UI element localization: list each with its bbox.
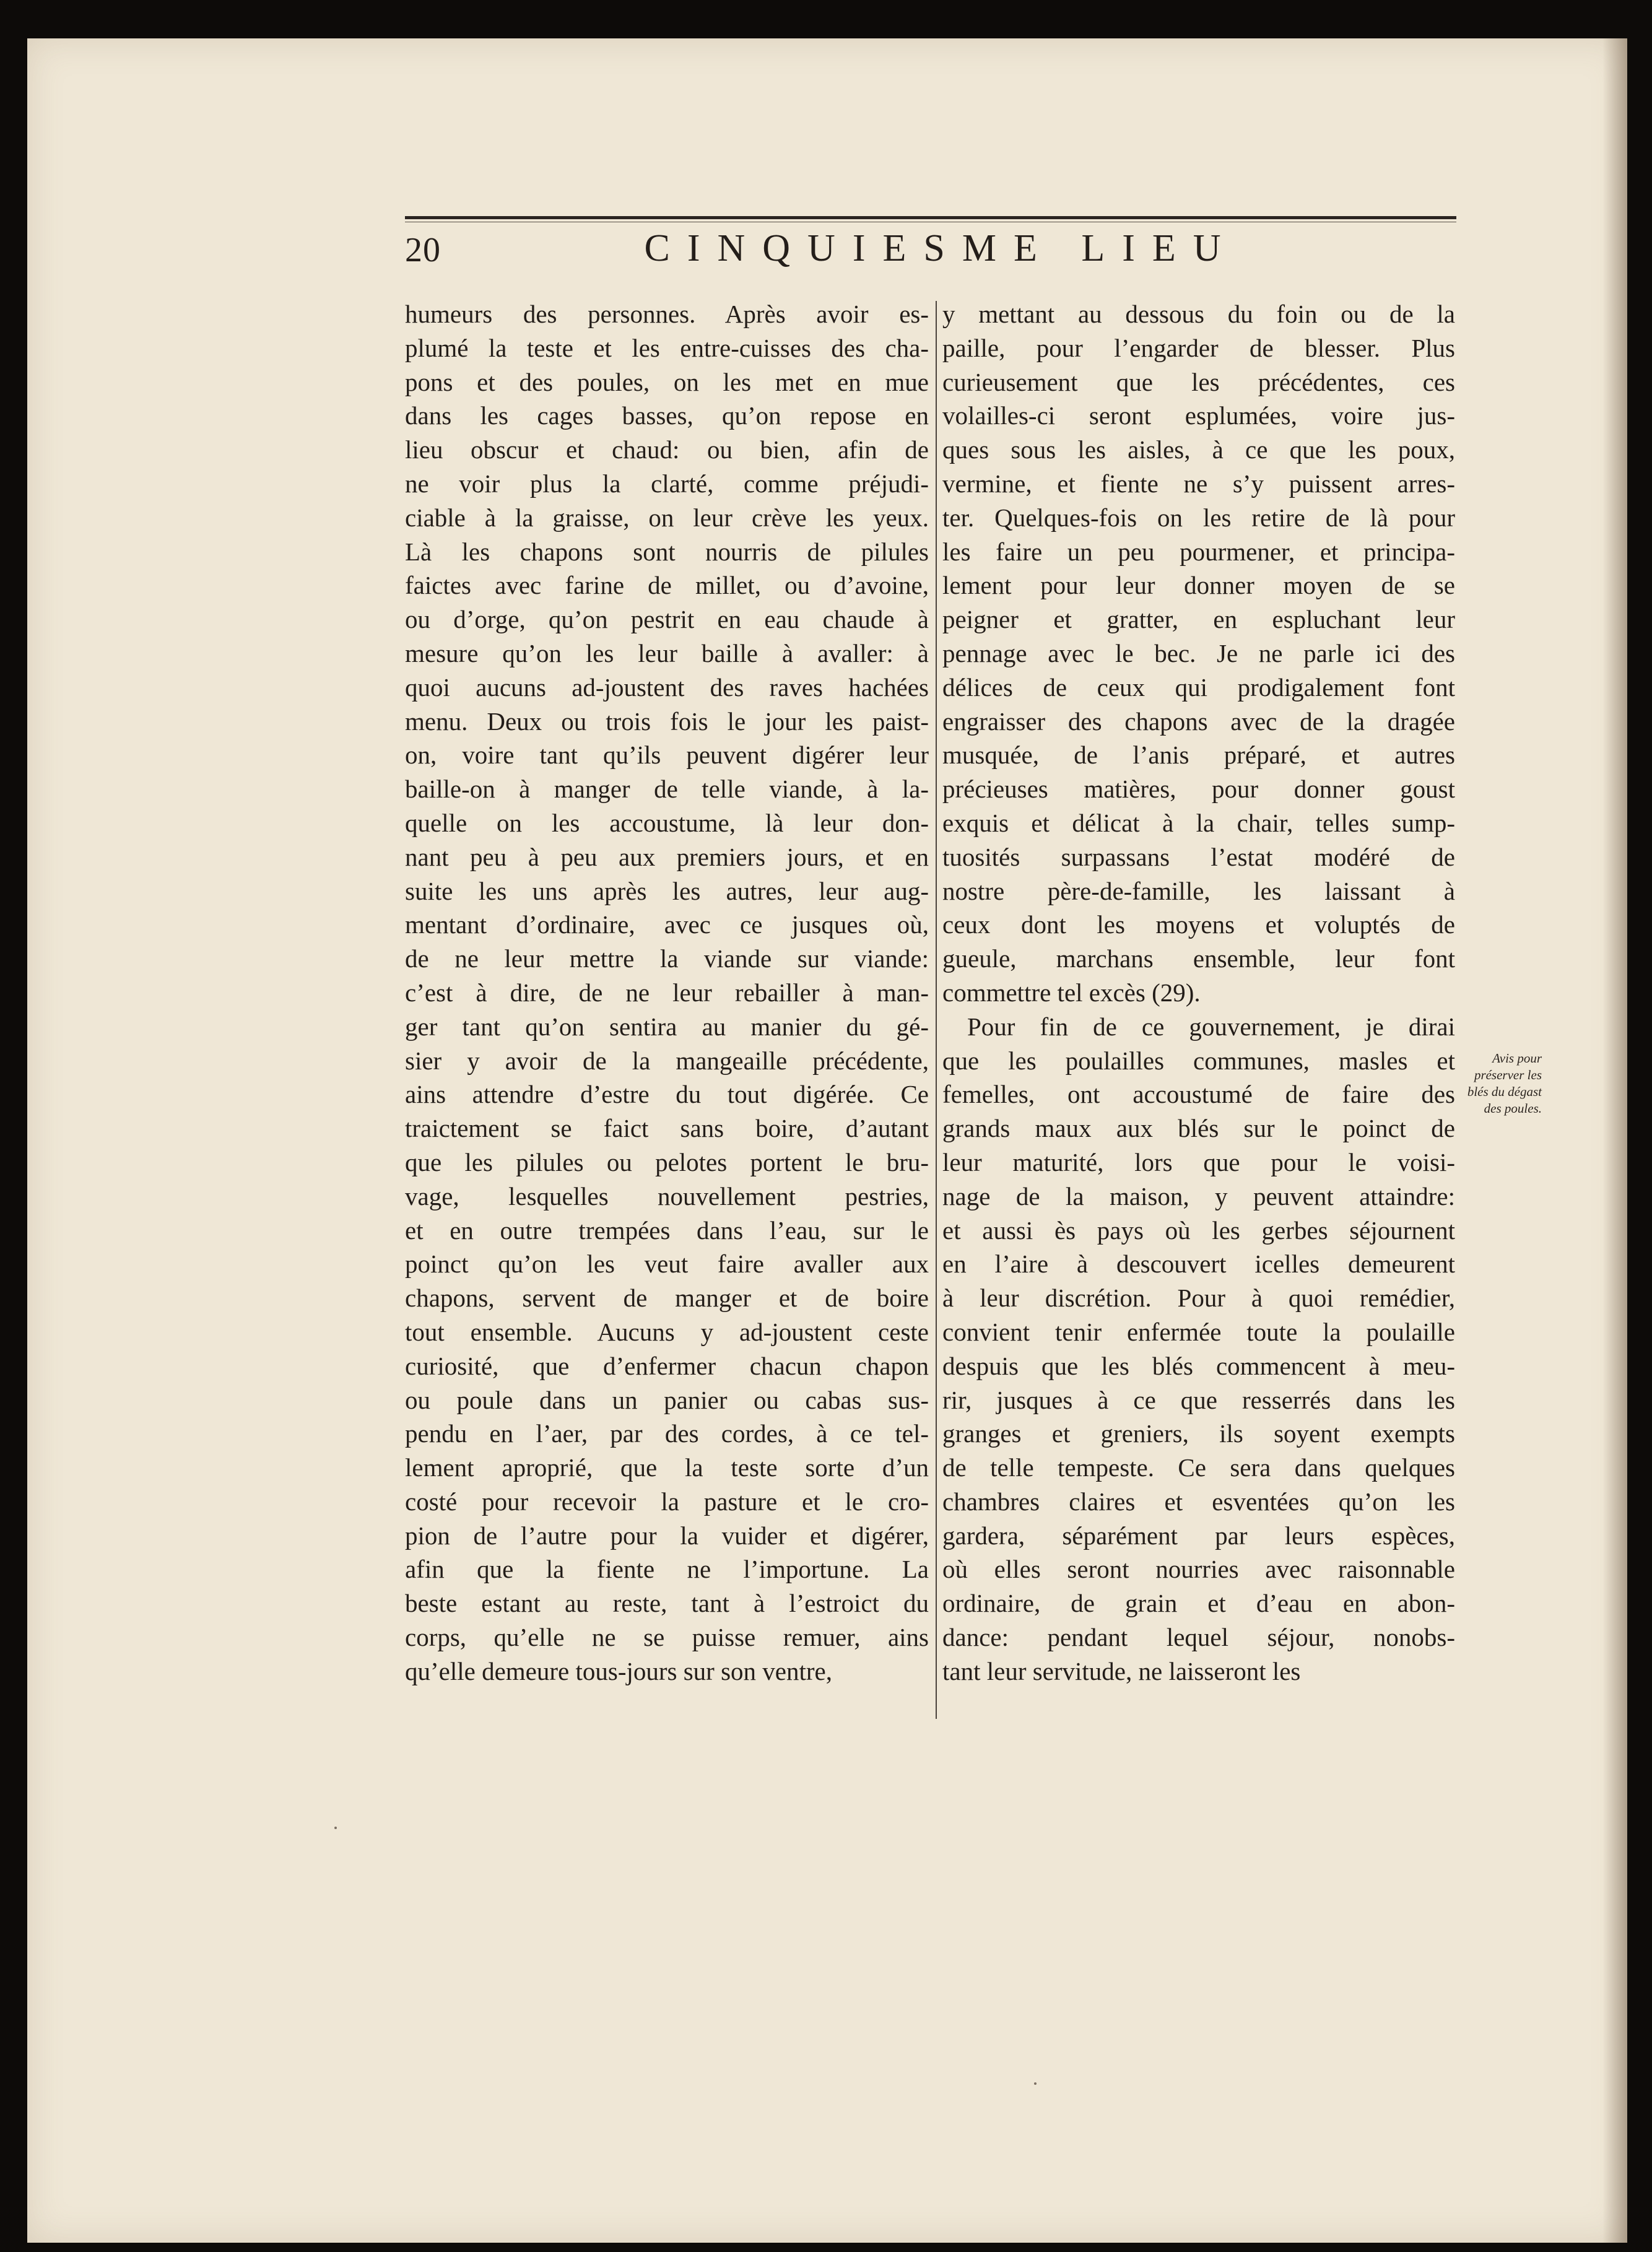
text-line: baille-on à manger de telle viande, à la- bbox=[405, 775, 929, 804]
text-line: et aussi ès pays où les gerbes séjournent bbox=[942, 1215, 1455, 1245]
text-line: que les pilules ou pelotes portent le bru- bbox=[405, 1147, 929, 1176]
text-line: chambres claires et esventées qu’on les bbox=[942, 1487, 1455, 1516]
text-line: ciable à la graisse, on leur crève les yeux. bbox=[405, 503, 929, 532]
text-line: dance: pendant lequel séjour, nonobs- bbox=[942, 1623, 1455, 1652]
text-line: ques sous les aisles, à ce que les poux, bbox=[942, 435, 1455, 464]
marginal-note-line: préserver les bbox=[1474, 1067, 1542, 1082]
column-divider bbox=[936, 301, 937, 1719]
text-line: on, voire tant qu’ils peuvent digérer leur bbox=[405, 741, 929, 770]
text-line: corps, qu’elle ne se puisse remuer, ains bbox=[405, 1623, 929, 1652]
text-line: volailles-ci seront esplumées, voire jus- bbox=[942, 401, 1455, 430]
text-line: curiosité, que d’enfermer chacun chapon bbox=[405, 1351, 929, 1380]
text-line: poinct qu’on les veut faire avaller aux bbox=[405, 1250, 929, 1279]
text-line: ger tant qu’on sentira au manier du gé- bbox=[405, 1012, 929, 1041]
paper-speck bbox=[334, 1827, 337, 1829]
text-line: femelles, ont accoustumé de faire des bbox=[942, 1080, 1455, 1109]
text-line: granges et greniers, ils soyent exempts bbox=[942, 1419, 1455, 1448]
text-line: lement aproprié, que la teste sorte d’un bbox=[405, 1453, 929, 1482]
text-line: pion de l’autre pour la vuider et digérer, bbox=[405, 1521, 929, 1550]
text-line: c’est à dire, de ne leur rebailler à man- bbox=[405, 978, 929, 1007]
text-line: mesure qu’on les leur baille à avaller: à bbox=[405, 638, 929, 667]
text-line: suite les uns après les autres, leur aug- bbox=[405, 876, 929, 905]
text-line: vermine, et fiente ne s’y puissent arres- bbox=[942, 469, 1455, 498]
text-line: qu’elle demeure tous-jours sur son ventre, bbox=[405, 1656, 832, 1685]
text-line: précieuses matières, pour donner goust bbox=[942, 775, 1455, 804]
text-line: ne voir plus la clarté, comme préjudi- bbox=[405, 469, 929, 498]
text-line: grands maux aux blés sur le poinct de bbox=[942, 1114, 1455, 1143]
text-line: ceux dont les moyens et voluptés de bbox=[942, 910, 1455, 939]
text-line: dans les cages basses, qu’on repose en bbox=[405, 401, 929, 430]
text-line: pennage avec le bec. Je ne parle ici des bbox=[942, 638, 1455, 667]
text-line: tout ensemble. Aucuns y ad-joustent ceste bbox=[405, 1317, 929, 1346]
text-line: à leur discrétion. Pour à quoi remédier, bbox=[942, 1284, 1455, 1313]
left-text-column bbox=[405, 297, 929, 1689]
text-line: Là les chapons sont nourris de pilules bbox=[405, 537, 929, 566]
text-line: gueule, marchans ensemble, leur font bbox=[942, 944, 1455, 973]
text-line: humeurs des personnes. Après avoir es- bbox=[405, 300, 929, 328]
page-edge-shadow bbox=[1602, 38, 1627, 2243]
text-line: nage de la maison, y peuvent attaindre: bbox=[942, 1181, 1455, 1211]
text-line: et en outre trempées dans l’eau, sur le bbox=[405, 1215, 929, 1245]
text-line: délices de ceux qui prodigalement font bbox=[942, 672, 1455, 702]
text-line: costé pour recevoir la pasture et le cro- bbox=[405, 1487, 929, 1516]
text-line: traictement se faict sans boire, d’autant bbox=[405, 1114, 929, 1143]
running-head: CINQUIESME LIEU bbox=[644, 227, 1238, 269]
text-line: musquée, de l’anis préparé, et autres bbox=[942, 741, 1455, 770]
text-line: que les poulailles communes, masles et bbox=[942, 1046, 1455, 1075]
text-line: tuosités surpassans l’estat modéré de bbox=[942, 842, 1455, 871]
text-line: gardera, séparément par leurs espèces, bbox=[942, 1521, 1455, 1550]
text-line: plumé la teste et les entre-cuisses des cha- bbox=[405, 333, 929, 362]
marginal-note bbox=[1461, 1050, 1542, 1117]
text-line: ordinaire, de grain et d’eau en abon- bbox=[942, 1589, 1455, 1618]
text-line: leur maturité, lors que pour le voisi- bbox=[942, 1147, 1455, 1176]
text-line: rir, jusques à ce que resserrés dans les bbox=[942, 1385, 1455, 1414]
text-line: faictes avec farine de millet, ou d’avoine, bbox=[405, 571, 929, 600]
text-line: de ne leur mettre la viande sur viande: bbox=[405, 944, 929, 973]
text-line: exquis et délicat à la chair, telles sump- bbox=[942, 808, 1455, 837]
text-line: ou d’orge, qu’on pestrit en eau chaude à bbox=[405, 605, 929, 634]
text-line: en l’aire à descouvert icelles demeurent bbox=[942, 1250, 1455, 1279]
text-line: paille, pour l’engarder de blesser. Plus bbox=[942, 333, 1455, 362]
text-line: menu. Deux ou trois fois le jour les paist- bbox=[405, 706, 929, 736]
page-number: 20 bbox=[405, 231, 441, 269]
marginal-note-line: des poules. bbox=[1484, 1101, 1542, 1116]
text-line: beste estant au reste, tant à l’estroict du bbox=[405, 1589, 929, 1618]
marginal-note-line: Avis pour bbox=[1492, 1051, 1542, 1066]
text-line: mentant d’ordinaire, avec ce jusques où, bbox=[405, 910, 929, 939]
text-line: despuis que les blés commencent à meu- bbox=[942, 1351, 1455, 1380]
text-line: pendu en l’aer, par des cordes, à ce tel- bbox=[405, 1419, 929, 1448]
text-line: nant peu à peu aux premiers jours, et en bbox=[405, 842, 929, 871]
text-line: de telle tempeste. Ce sera dans quelques bbox=[942, 1453, 1455, 1482]
text-line: Pour fin de ce gouvernement, je dirai bbox=[967, 1012, 1455, 1041]
text-line: les faire un peu pourmener, et principa- bbox=[942, 537, 1455, 566]
text-line: quelle on les accoustume, là leur don- bbox=[405, 808, 929, 837]
text-line: ou poule dans un panier ou cabas sus- bbox=[405, 1385, 929, 1414]
header-rule bbox=[405, 216, 1456, 219]
text-line: commettre tel excès (29). bbox=[942, 978, 1201, 1007]
text-line: ains attendre d’estre du tout digérée. Ce bbox=[405, 1080, 929, 1109]
marginal-note-line: blés du dégast bbox=[1467, 1084, 1542, 1099]
text-line: vage, lesquelles nouvellement pestries, bbox=[405, 1181, 929, 1211]
text-line: nostre père-de-famille, les laissant à bbox=[942, 876, 1455, 905]
text-line: peigner et gratter, en espluchant leur bbox=[942, 605, 1455, 634]
text-line: quoi aucuns ad-joustent des raves hachées bbox=[405, 672, 929, 702]
text-line: ter. Quelques-fois on les retire de là pour bbox=[942, 503, 1455, 532]
text-line: tant leur servitude, ne laisseront les bbox=[942, 1656, 1301, 1685]
text-line: chapons, servent de manger et de boire bbox=[405, 1284, 929, 1313]
text-line: lement pour leur donner moyen de se bbox=[942, 571, 1455, 600]
text-line: sier y avoir de la mangeaille précédente, bbox=[405, 1046, 929, 1075]
paper-speck bbox=[1034, 2082, 1037, 2085]
text-line: convient tenir enfermée toute la poulaille bbox=[942, 1317, 1455, 1346]
text-line: pons et des poules, on les met en mue bbox=[405, 367, 929, 396]
text-line: y mettant au dessous du foin ou de la bbox=[942, 300, 1455, 328]
text-line: curieusement que les précédentes, ces bbox=[942, 367, 1455, 396]
right-text-column bbox=[942, 297, 1455, 1689]
text-line: afin que la fiente ne l’importune. La bbox=[405, 1555, 929, 1584]
text-line: lieu obscur et chaud: ou bien, afin de bbox=[405, 435, 929, 464]
text-line: où elles seront nourries avec raisonnable bbox=[942, 1555, 1455, 1584]
text-line: engraisser des chapons avec de la dragée bbox=[942, 706, 1455, 736]
